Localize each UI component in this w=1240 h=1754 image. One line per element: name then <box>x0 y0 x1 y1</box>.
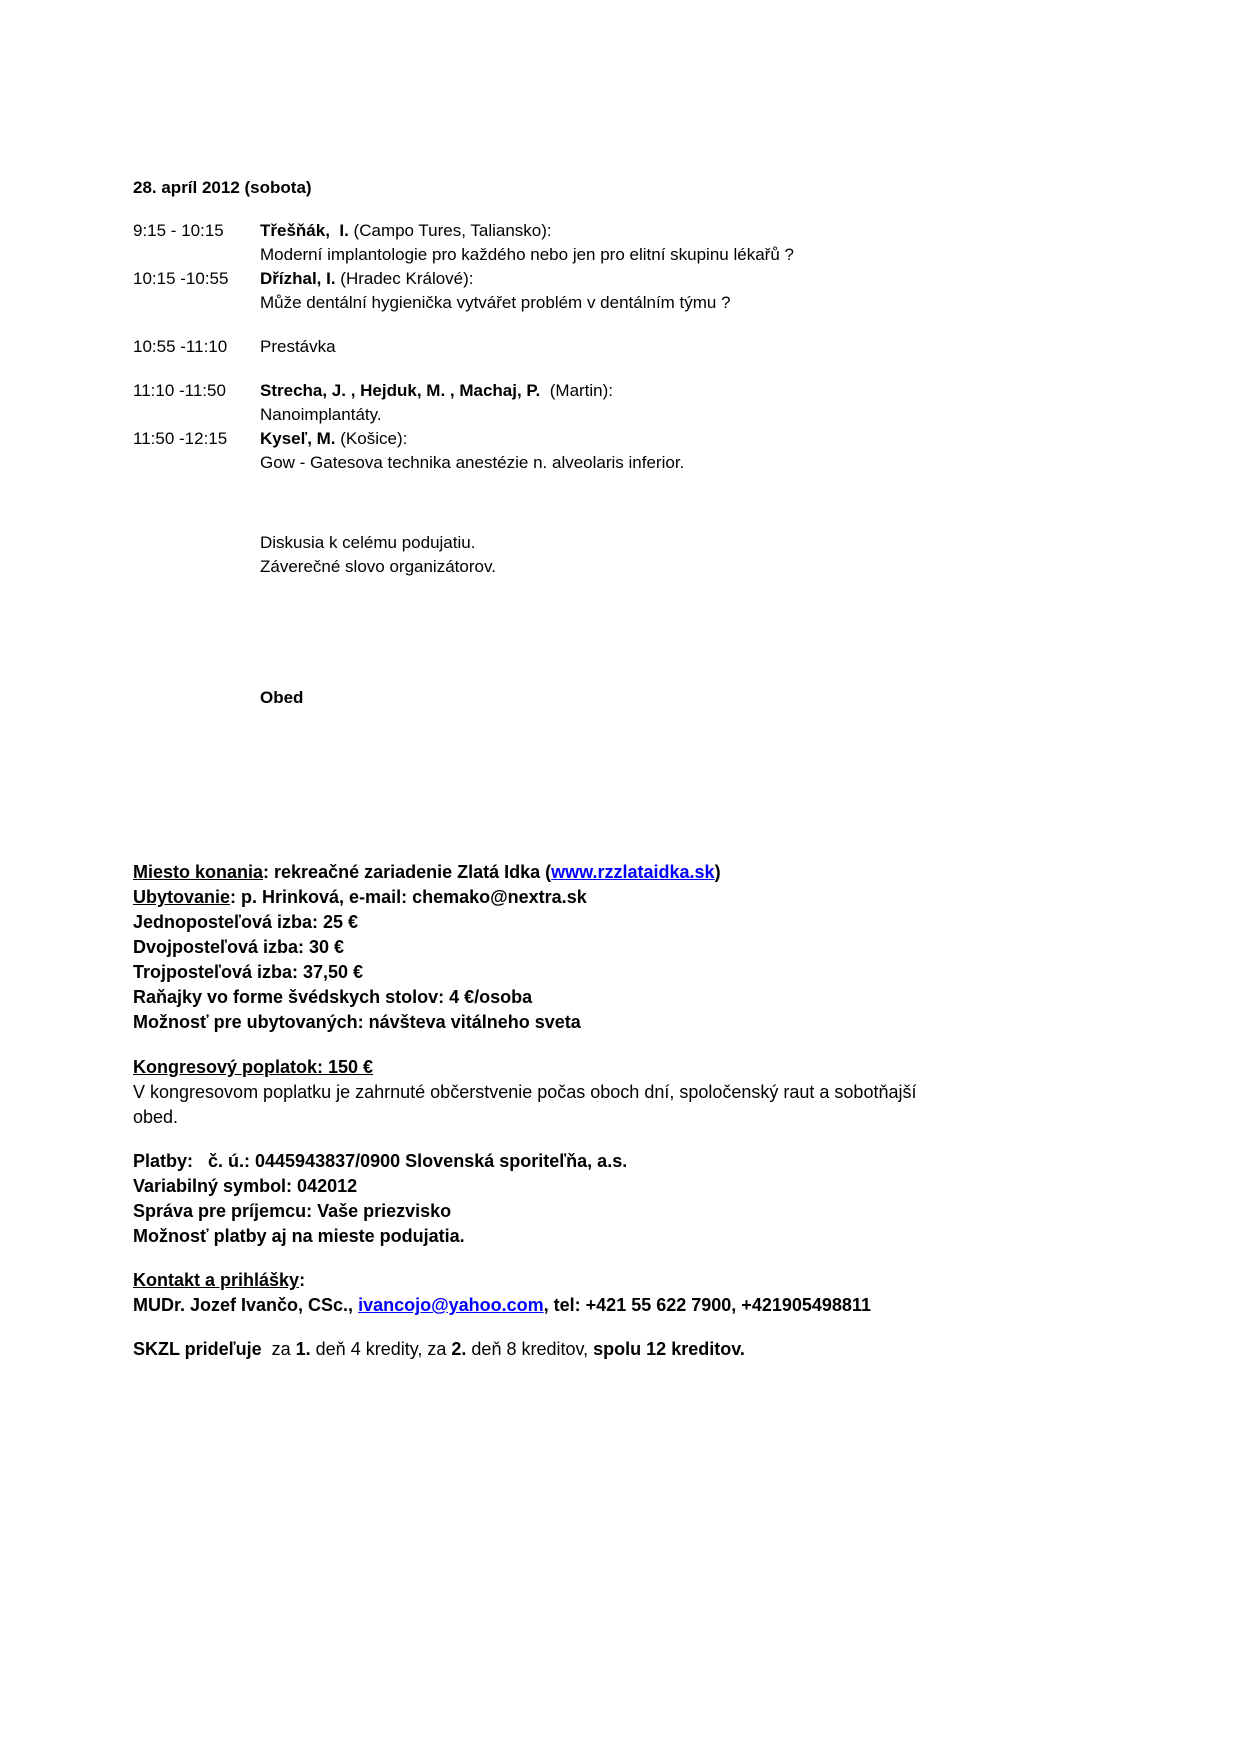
contact-label-colon: : <box>299 1270 306 1290</box>
schedule-row <box>133 335 1113 359</box>
contact-label: Kontakt a prihlášky <box>133 1270 300 1290</box>
venue-link[interactable]: www.rzzlataidka.sk <box>551 862 715 882</box>
accommodation-text: : p. Hrinková, e-mail: chemako@nextra.sk <box>230 887 587 907</box>
price-line: Jednoposteľová izba: 25 € <box>133 912 358 932</box>
time-slot: 10:15 -10:55 <box>133 269 229 288</box>
document-content <box>133 176 1113 1362</box>
info-section <box>133 860 1113 1362</box>
price-line: Trojposteľová izba: 37,50 € <box>133 962 364 982</box>
talk-title: Nanoimplantáty. <box>260 405 382 424</box>
speaker-affiliation: (Hradec Králové): <box>335 269 474 288</box>
payment-line: Platby: č. ú.: 0445943837/0900 Slovenská sporiteľňa, a.s. <box>133 1151 628 1171</box>
schedule-row-body <box>260 427 1113 475</box>
speaker-affiliation: (Campo Tures, Taliansko): <box>348 221 552 240</box>
schedule-row <box>133 219 1113 267</box>
speaker-line <box>260 219 1113 243</box>
schedule-row-body <box>260 379 1113 427</box>
contact-block <box>133 1268 1113 1318</box>
date-heading: 28. apríl 2012 (sobota) <box>133 178 312 197</box>
speaker-name: Kyseľ, M. <box>260 429 336 448</box>
time-slot: 10:55 -11:10 <box>133 337 228 356</box>
closing-line: Diskusia k celému podujatiu. <box>260 533 476 552</box>
speaker-line <box>260 267 1113 291</box>
speaker-name: Třešňák, I. <box>260 221 349 240</box>
schedule-row <box>133 267 1113 315</box>
contact-line <box>133 1293 1113 1318</box>
speaker-name: Strecha, J. , Hejduk, M. , Machaj, P. <box>260 381 541 400</box>
venue-line <box>133 860 1113 885</box>
contact-email-link[interactable]: ivancojo@yahoo.com <box>358 1295 544 1315</box>
break-label: Prestávka <box>260 337 336 356</box>
schedule-row-body <box>260 267 1113 315</box>
credits-seg: spolu 12 kreditov. <box>593 1339 745 1359</box>
schedule-section <box>133 176 1113 710</box>
time-slot: 9:15 - 10:15 <box>133 221 224 240</box>
lunch-label: Obed <box>260 688 304 707</box>
credits-seg: deň 4 kredity, za <box>310 1339 452 1359</box>
payment-block <box>133 1149 1113 1249</box>
payment-line: Variabilný symbol: 042012 <box>133 1176 358 1196</box>
credits-block <box>133 1337 1113 1362</box>
payment-line: Možnosť platby aj na mieste podujatia. <box>133 1226 465 1246</box>
speaker-line <box>260 427 1113 451</box>
contact-text: MUDr. Jozef Ivančo, CSc., <box>133 1295 359 1315</box>
closing-line: Záverečné slovo organizátorov. <box>260 557 496 576</box>
schedule-row-body <box>260 335 1113 359</box>
talk-title: Moderní implantologie pro každého nebo jen pro elitní skupinu lékařů ? <box>260 245 794 264</box>
talk-title: Gow - Gatesova technika anestézie n. alveolaris inferior. <box>260 453 685 472</box>
payment-line: Správa pre príjemcu: Vaše priezvisko <box>133 1201 452 1221</box>
venue-text-after: ) <box>714 862 721 882</box>
contact-heading <box>133 1268 1113 1293</box>
speaker-line <box>260 379 1113 403</box>
closing-remarks <box>133 531 1113 579</box>
price-line: Dvojposteľová izba: 30 € <box>133 937 344 957</box>
accommodation-label: Ubytovanie <box>133 887 231 907</box>
credits-seg: deň 8 kreditov, <box>466 1339 594 1359</box>
talk-title: Může dentální hygienička vytvářet problém v dentálním týmu ? <box>260 293 731 312</box>
credits-seg: za <box>261 1339 296 1359</box>
speaker-name: Dřízhal, I. <box>260 269 336 288</box>
venue-text: : rekreačné zariadenie Zlatá Idka ( <box>263 862 552 882</box>
venue-label: Miesto konania <box>133 862 264 882</box>
time-slot: 11:50 -12:15 <box>133 429 228 448</box>
price-line: Raňajky vo forme švédskych stolov: 4 €/osoba <box>133 987 533 1007</box>
speaker-affiliation: (Košice): <box>335 429 408 448</box>
schedule-row <box>133 427 1113 475</box>
credits-seg: 1. <box>295 1339 311 1359</box>
congress-fee-text: Kongresový poplatok: 150 € <box>133 1057 374 1077</box>
time-slot: 11:10 -11:50 <box>133 381 226 400</box>
price-line: Možnosť pre ubytovaných: návšteva vitálneho sveta <box>133 1012 581 1032</box>
credits-seg: 2. <box>451 1339 467 1359</box>
contact-text-after: , tel: +421 55 622 7900, +421905498811 <box>543 1295 871 1315</box>
congress-fee-description: V kongresovom poplatku je zahrnuté občerstvenie počas oboch dní, spoločenský raut a sobotňajší <box>133 1082 917 1102</box>
speaker-affiliation: (Martin): <box>540 381 614 400</box>
credits-line <box>133 1337 1113 1362</box>
congress-fee-description: obed. <box>133 1107 179 1127</box>
schedule-row-body <box>260 219 1113 267</box>
credits-seg: SKZL prideľuje <box>133 1339 262 1359</box>
schedule-row <box>133 379 1113 427</box>
accommodation-line <box>133 885 1113 910</box>
congress-fee-heading <box>133 1055 1113 1080</box>
